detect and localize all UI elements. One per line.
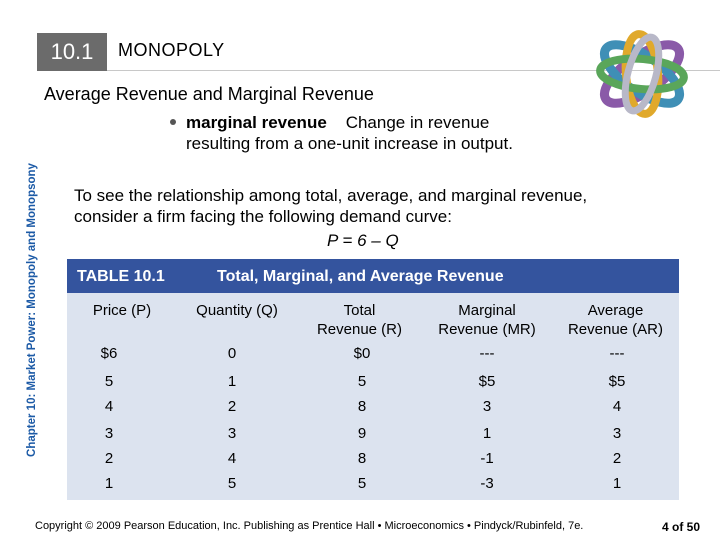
column-header-total-revenue (297, 301, 422, 339)
demand-equation: P = 6 – Q (327, 231, 399, 250)
section-number: 10.1 (50, 39, 94, 64)
interlocking-rings-logo (583, 20, 701, 128)
column-header-price (67, 301, 177, 320)
table-cell: 3 (104, 425, 114, 442)
table-cell: 2 (612, 450, 622, 467)
table-cell: 1 (612, 475, 622, 492)
table-cell: 3 (227, 425, 237, 442)
table-cell: -3 (480, 475, 494, 492)
table-header-bar (67, 259, 679, 293)
slide-heading: Average Revenue and Marginal Revenue (44, 84, 374, 104)
table-cell: 1 (227, 373, 237, 390)
column-header-quantity-line2: Quantity (Q) (196, 302, 278, 319)
column-header-marginal-revenue (422, 301, 552, 339)
section-number-box (37, 33, 107, 71)
column-header-average-line1: Average (587, 302, 644, 319)
column-header-marginal-line2: Revenue (MR) (438, 321, 536, 338)
table-cell: $6 (100, 345, 118, 362)
column-header-quantity (177, 301, 297, 320)
revenue-table (67, 293, 679, 500)
table-cell: --- (609, 345, 625, 362)
table-cell: 2 (104, 450, 114, 467)
table-cell: 5 (227, 475, 237, 492)
table-cell: 4 (104, 398, 114, 415)
table-cell: 3 (612, 425, 622, 442)
table-cell: $5 (608, 373, 626, 390)
table-cell: 8 (357, 450, 367, 467)
table-cell: 2 (227, 398, 237, 415)
table-cell: 4 (612, 398, 622, 415)
column-header-average-line2: Revenue (AR) (567, 321, 664, 338)
table-cell: 0 (227, 345, 237, 362)
copyright-footer: Copyright © 2009 Pearson Education, Inc. Publishing as Prentice Hall • Microeconomics • Pindyck/Rubinfeld, 7e. (35, 520, 584, 532)
table-cell: $0 (353, 345, 371, 362)
column-header-total-line2: Revenue (R) (316, 321, 403, 338)
table-title: Total, Marginal, and Average Revenue (217, 268, 504, 285)
table-cell: 9 (357, 425, 367, 442)
section-title: MONOPOLY (118, 40, 225, 60)
table-cell: $5 (478, 373, 496, 390)
definition-text: Change in revenue (345, 113, 490, 132)
column-header-marginal-line1: Marginal (458, 302, 516, 319)
table-cell: --- (479, 345, 495, 362)
table-cell: 5 (104, 373, 114, 390)
table-cell: -1 (480, 450, 494, 467)
column-header-total-line1: Total (343, 302, 376, 319)
intro-line2: consider a firm facing the following demand curve: (74, 207, 452, 226)
table-cell: 5 (357, 373, 367, 390)
table-number: TABLE 10.1 (77, 268, 165, 285)
column-header-average-revenue (552, 301, 679, 339)
column-header-price-line2: Price (P) (92, 302, 152, 319)
page-number: 4 of 50 (662, 520, 701, 534)
table-cell: 1 (104, 475, 114, 492)
table-cell: 3 (482, 398, 492, 415)
chapter-side-label: Chapter 10: Market Power: Monopoly and Monopsony (26, 163, 38, 457)
definition-line1 (186, 113, 489, 133)
definition-line2: resulting from a one-unit increase in output. (186, 134, 513, 153)
table-cell: 1 (482, 425, 492, 442)
table-cell: 8 (357, 398, 367, 415)
intro-line1: To see the relationship among total, average, and marginal revenue, (74, 186, 588, 205)
table-cell: 5 (357, 475, 367, 492)
bullet-icon (170, 119, 176, 125)
table-cell: 4 (227, 450, 237, 467)
definition-term: marginal revenue (186, 113, 327, 132)
